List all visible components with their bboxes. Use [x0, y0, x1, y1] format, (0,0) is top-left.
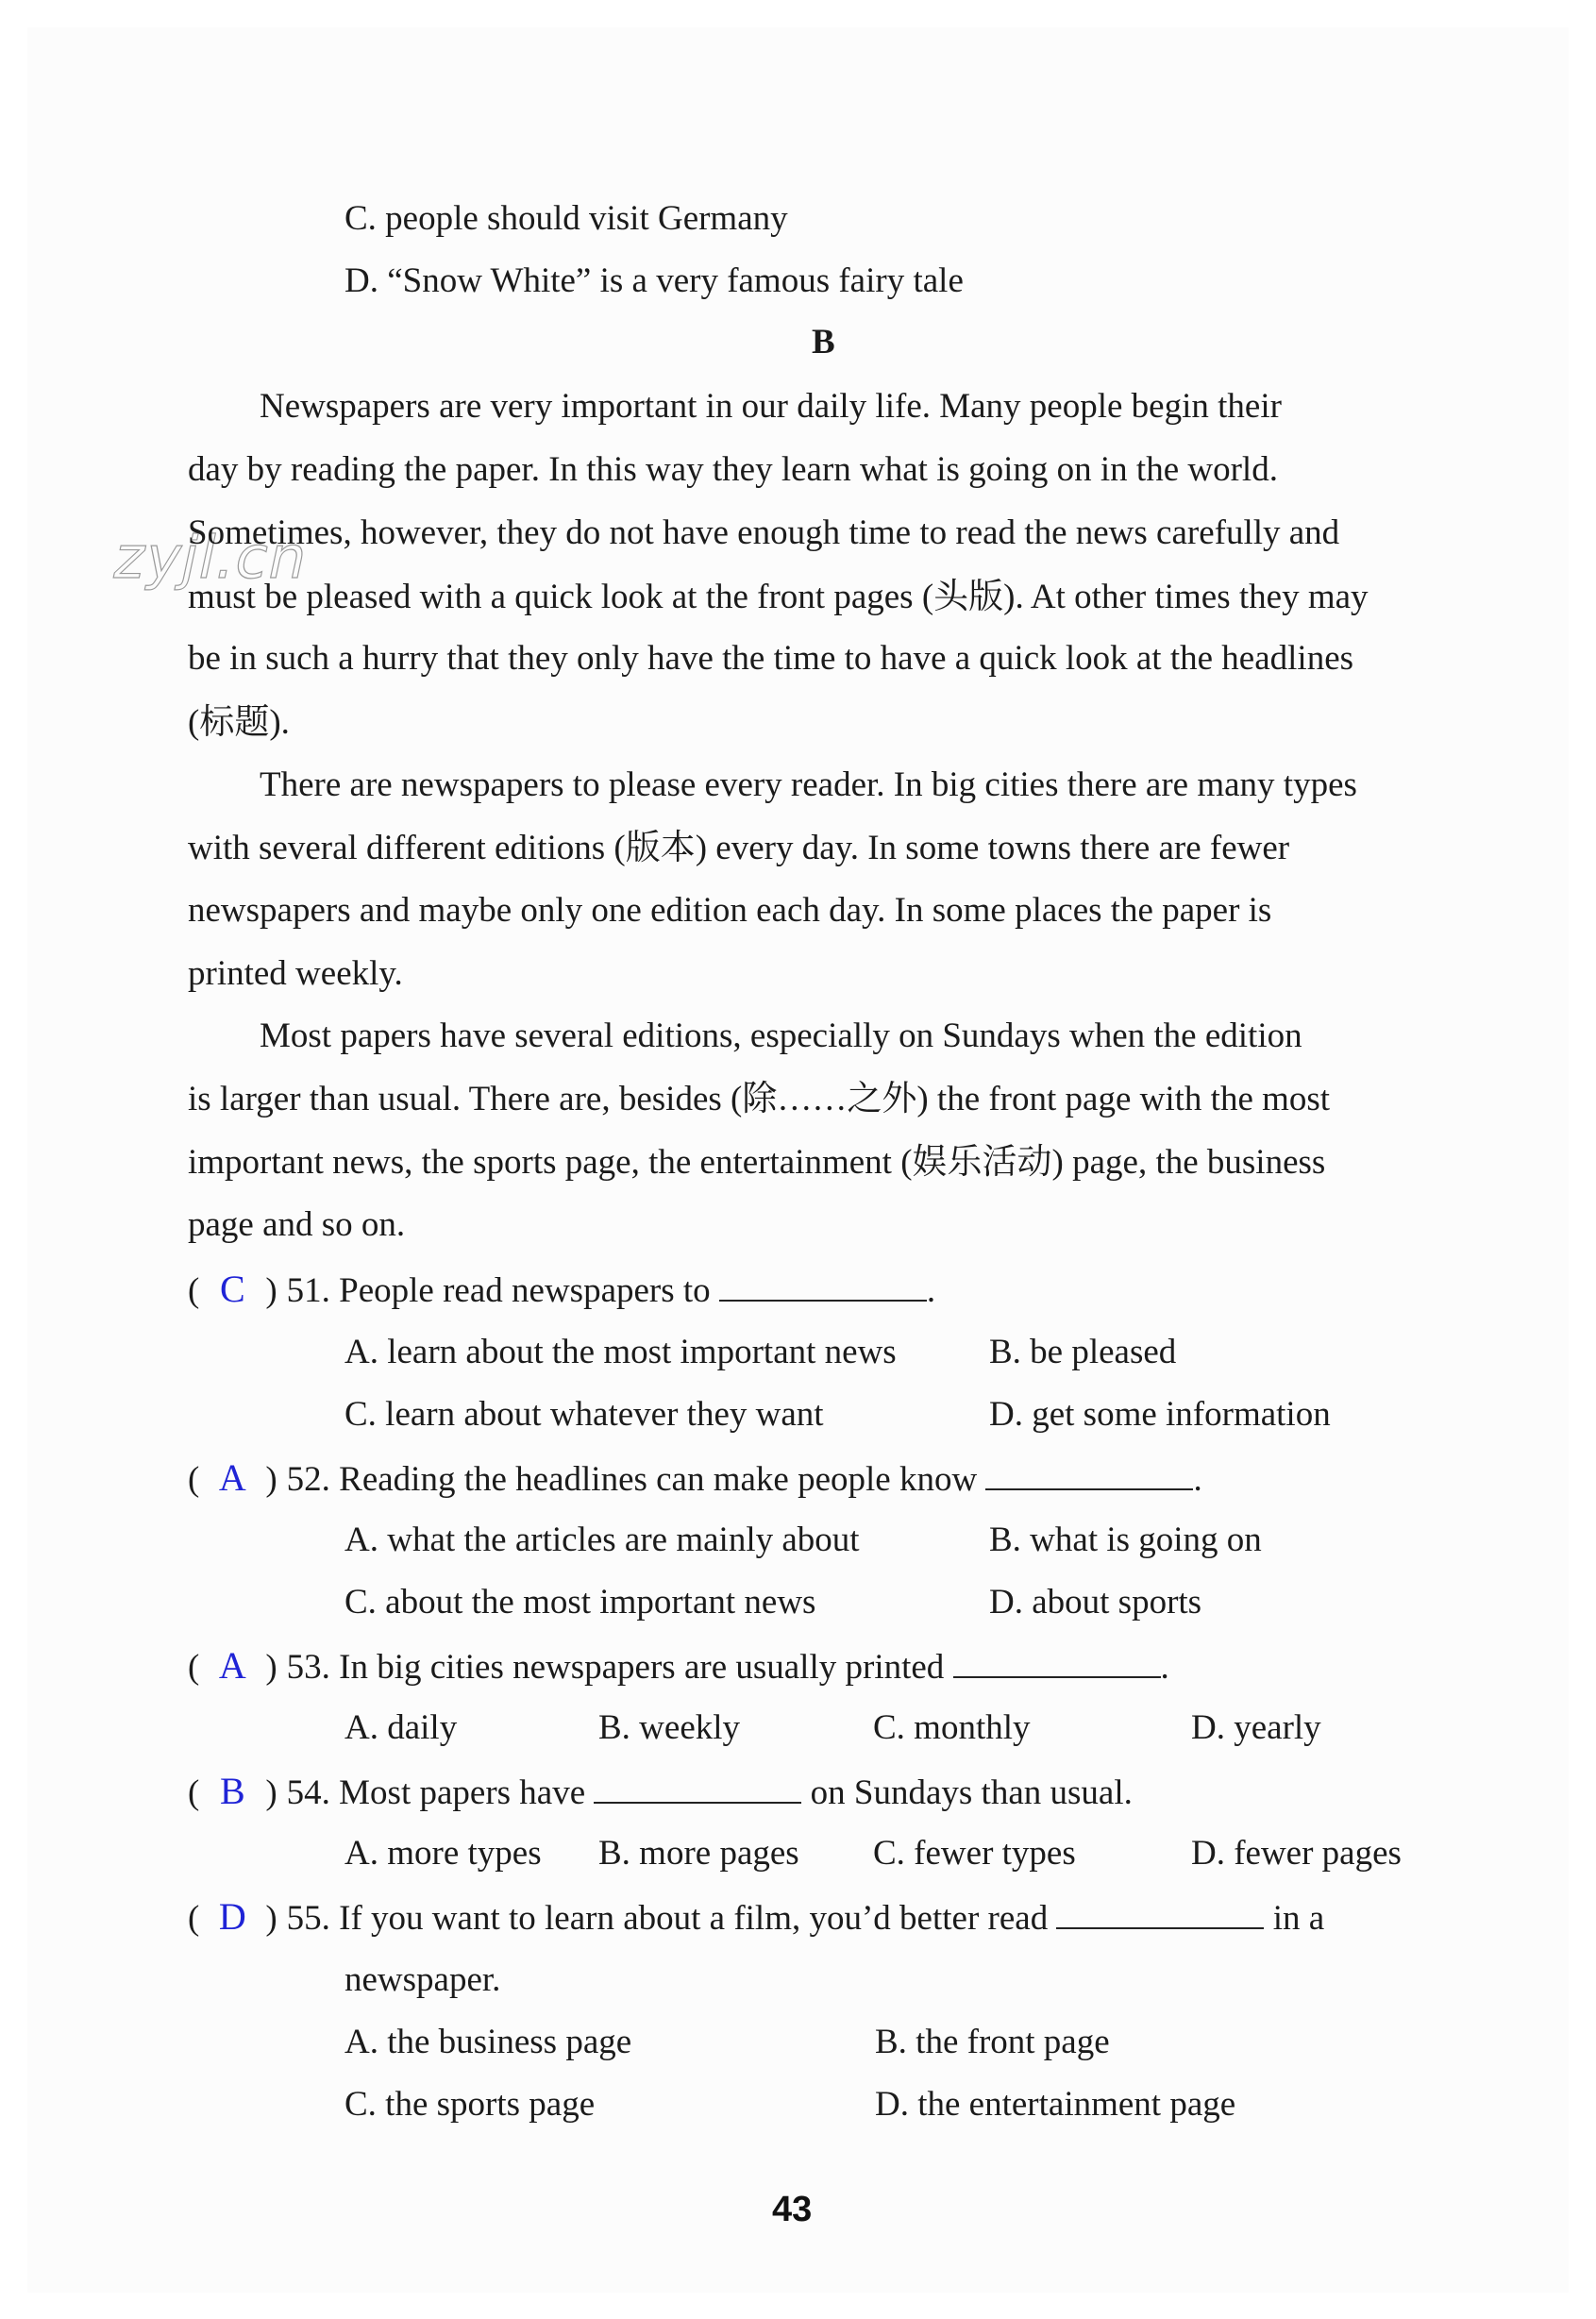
option-c[interactable]: C. monthly [873, 1708, 1031, 1747]
watermark: zyjl.cn [108, 523, 315, 592]
passage-line: Newspapers are very important in our daily life. Many people begin their [260, 387, 1282, 426]
option-a[interactable]: A. more types [344, 1834, 542, 1873]
question-number: 53. [286, 1648, 330, 1687]
prev-option-c: C. people should visit Germany [344, 199, 788, 238]
stem-end: in a [1272, 1899, 1325, 1938]
option-d[interactable]: D. get some information [989, 1395, 1331, 1434]
question-number: 52. [286, 1460, 330, 1499]
option-d[interactable]: D. about sports [989, 1583, 1202, 1622]
answer-blank[interactable] [1056, 1899, 1264, 1929]
question-stem [188, 1457, 1202, 1499]
answer-letter[interactable]: A [218, 1456, 246, 1499]
paren-open: ( [188, 1773, 200, 1812]
option-d[interactable]: D. the entertainment page [875, 2085, 1236, 2124]
option-c[interactable]: C. the sports page [344, 2085, 596, 2124]
paren-open: ( [188, 1271, 200, 1310]
option-c[interactable]: C. fewer types [873, 1834, 1076, 1873]
option-a[interactable]: A. what the articles are mainly about [344, 1521, 860, 1559]
page-number: 43 [772, 2190, 813, 2229]
passage-line: (标题). [188, 703, 290, 742]
answer-letter[interactable]: A [218, 1644, 246, 1687]
paren-close: ) [265, 1648, 277, 1687]
stem-text: If you want to learn about a film, you’d better read [339, 1899, 1049, 1938]
answer-blank[interactable] [594, 1773, 801, 1804]
passage-line: must be pleased with a quick look at the front pages (头版). At other times they may [188, 578, 1369, 616]
passage-line: is larger than usual. There are, besides (除……之外) the front page with the most [188, 1080, 1331, 1118]
passage-line: Sometimes, however, they do not have enough time to read the news carefully and [188, 513, 1340, 552]
question-number: 54. [286, 1773, 330, 1812]
option-b[interactable]: B. be pleased [989, 1333, 1177, 1371]
prev-option-d: D. “Snow White” is a very famous fairy tale [344, 261, 964, 300]
stem-end: . [1160, 1648, 1169, 1687]
stem-text: Reading the headlines can make people know [339, 1460, 978, 1499]
paren-close: ) [265, 1460, 277, 1499]
option-b[interactable]: B. weekly [598, 1708, 741, 1747]
passage-line: page and so on. [188, 1205, 406, 1244]
question-number: 51. [286, 1271, 330, 1310]
question-number: 55. [286, 1899, 330, 1938]
answer-blank[interactable] [719, 1271, 927, 1302]
option-b[interactable]: B. what is going on [989, 1521, 1262, 1559]
option-a[interactable]: A. learn about the most important news [344, 1333, 897, 1371]
paren-close: ) [265, 1271, 277, 1310]
stem-continuation: newspaper. [344, 1960, 501, 1999]
section-heading: B [812, 323, 835, 361]
passage-line: newspapers and maybe only one edition each day. In some places the paper is [188, 891, 1272, 930]
passage-line: day by reading the paper. In this way they learn what is going on in the world. [188, 450, 1278, 489]
question-stem [188, 1645, 1169, 1687]
option-b[interactable]: B. more pages [598, 1834, 799, 1873]
option-b[interactable]: B. the front page [875, 2023, 1110, 2061]
question-stem [188, 1896, 1324, 1938]
stem-end: . [1193, 1460, 1202, 1499]
paren-close: ) [265, 1773, 277, 1812]
paren-open: ( [188, 1648, 200, 1687]
answer-letter[interactable]: D [218, 1895, 246, 1938]
answer-blank[interactable] [953, 1648, 1161, 1678]
passage-line: important news, the sports page, the entertainment (娱乐活动) page, the business [188, 1143, 1326, 1182]
answer-letter[interactable]: B [219, 1770, 245, 1812]
stem-text: In big cities newspapers are usually printed [339, 1648, 945, 1687]
passage-line: printed weekly. [188, 954, 403, 993]
paren-open: ( [188, 1899, 200, 1938]
passage-line: with several different editions (版本) every day. In some towns there are fewer [188, 829, 1290, 867]
stem-text: Most papers have [339, 1773, 586, 1812]
paren-close: ) [265, 1899, 277, 1938]
passage-line: There are newspapers to please every reader. In big cities there are many types [260, 765, 1357, 804]
option-a[interactable]: A. the business page [344, 2023, 632, 2061]
answer-letter[interactable]: C [219, 1268, 245, 1310]
option-c[interactable]: C. learn about whatever they want [344, 1395, 824, 1434]
option-c[interactable]: C. about the most important news [344, 1583, 816, 1622]
stem-end: on Sundays than usual. [810, 1773, 1133, 1812]
passage-line: Most papers have several editions, especially on Sundays when the edition [260, 1017, 1302, 1055]
option-d[interactable]: D. yearly [1191, 1708, 1321, 1747]
paren-open: ( [188, 1460, 200, 1499]
question-stem [188, 1771, 1133, 1812]
question-stem [188, 1269, 935, 1310]
option-a[interactable]: A. daily [344, 1708, 458, 1747]
answer-blank[interactable] [985, 1460, 1193, 1490]
option-d[interactable]: D. fewer pages [1191, 1834, 1402, 1873]
stem-text: People read newspapers to [339, 1271, 711, 1310]
stem-end: . [926, 1271, 936, 1310]
passage-line: be in such a hurry that they only have the time to have a quick look at the headlines [188, 639, 1354, 678]
